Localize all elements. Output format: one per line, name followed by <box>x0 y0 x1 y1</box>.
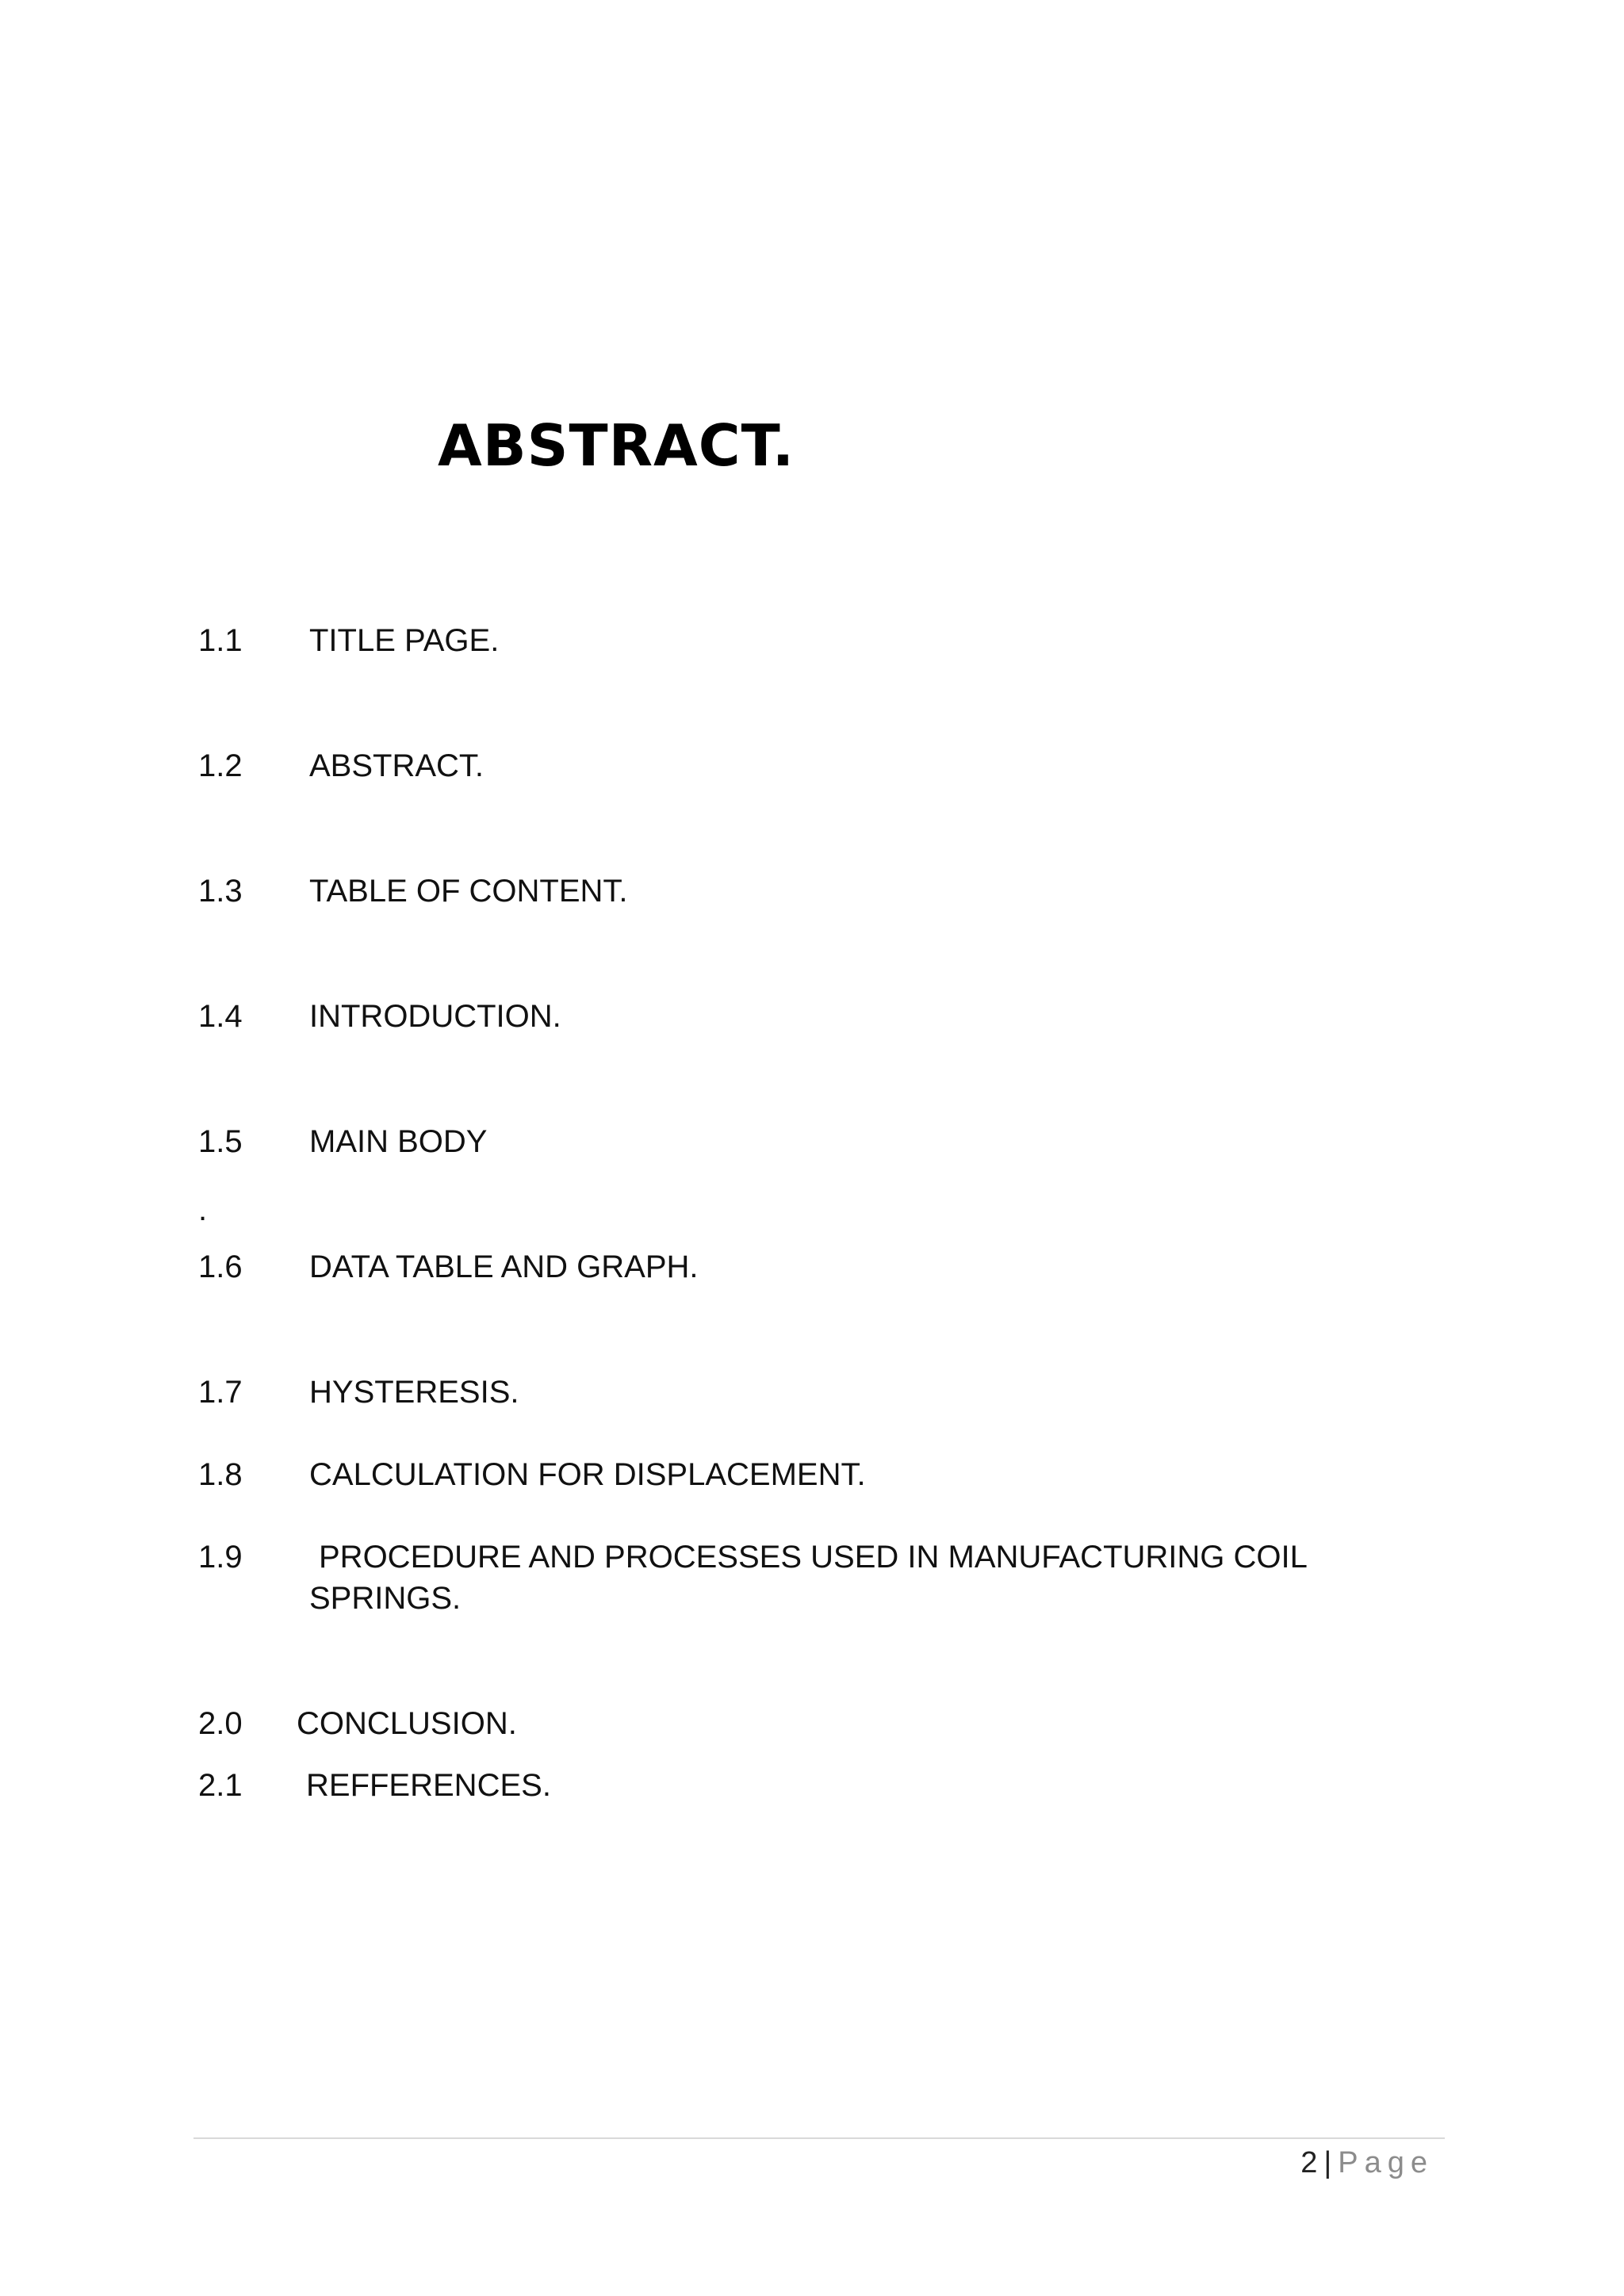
toc-entry-number: 1.4 <box>198 999 243 1034</box>
toc-entry-number: 2.0 <box>198 1706 243 1741</box>
toc-entry-text: HYSTERESIS. <box>309 1375 519 1410</box>
toc-entry-text: REFFERENCES. <box>306 1768 551 1803</box>
page-number: 2 <box>1300 2146 1318 2179</box>
toc-entry-text: ABSTRACT. <box>309 748 485 783</box>
toc-entry-text: CONCLUSION. <box>297 1706 517 1741</box>
stray-period-mark: . <box>198 1192 208 1227</box>
toc-entry-number: 1.7 <box>198 1375 243 1410</box>
toc-entry-text: DATA TABLE AND GRAPH. <box>309 1249 699 1284</box>
page-label: Page <box>1338 2146 1434 2179</box>
toc-entry-number: 1.3 <box>198 874 243 909</box>
toc-entry-number: 1.6 <box>198 1249 243 1284</box>
footer-separator: | <box>1323 2146 1332 2179</box>
toc-entry-number: 1.2 <box>198 748 243 783</box>
page-title: ABSTRACT. <box>438 412 795 479</box>
toc-entry-text: INTRODUCTION. <box>309 999 561 1034</box>
toc-entry-number: 2.1 <box>198 1768 243 1803</box>
page-footer <box>1300 2142 1434 2183</box>
toc-entry-text-continued: SPRINGS. <box>309 1581 462 1616</box>
toc-entry-text: TITLE PAGE. <box>309 623 500 658</box>
toc-entry-number: 1.1 <box>198 623 243 658</box>
toc-entry-number: 1.9 <box>198 1540 243 1575</box>
footer-divider <box>193 2137 1445 2139</box>
toc-entry-text: PROCEDURE AND PROCESSES USED IN MANUFACTURING COIL <box>319 1540 1308 1575</box>
toc-entry-text: CALCULATION FOR DISPLACEMENT. <box>309 1457 866 1492</box>
toc-entry-number: 1.5 <box>198 1124 243 1159</box>
toc-entry-text: TABLE OF CONTENT. <box>309 874 628 909</box>
toc-entry-text: MAIN BODY <box>309 1124 488 1159</box>
toc-entry-number: 1.8 <box>198 1457 243 1492</box>
